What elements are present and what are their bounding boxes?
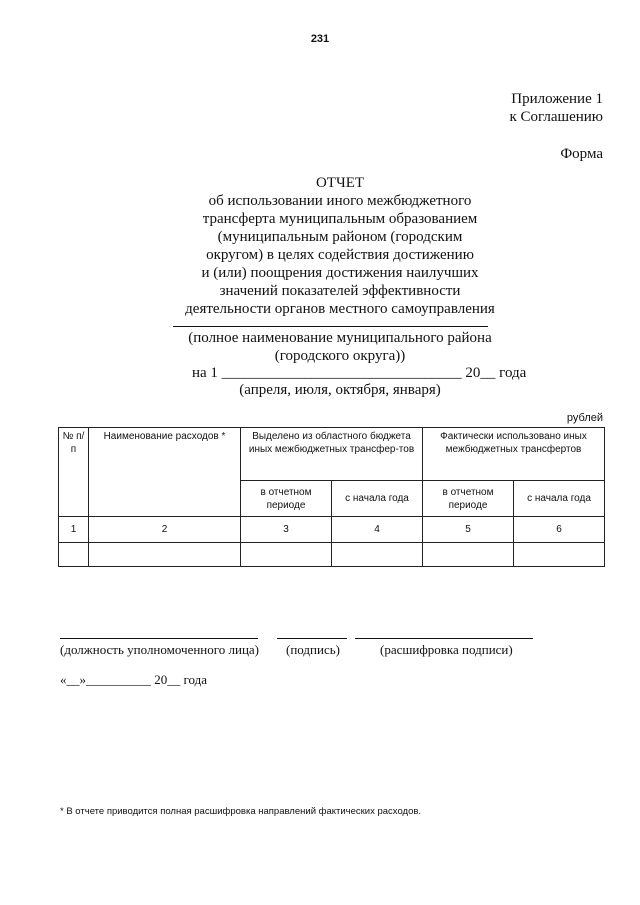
- subheader-used-period: в отчетном периоде: [423, 480, 514, 516]
- column-number: 1: [59, 517, 89, 543]
- column-number: 4: [332, 517, 423, 543]
- signature-field[interactable]: [277, 638, 347, 639]
- table-cell[interactable]: [514, 543, 605, 567]
- municipality-name-field[interactable]: [173, 326, 488, 327]
- column-numbering-row: [59, 517, 605, 543]
- header-used: Фактически использовано иных межбюджетных трансфертов: [423, 428, 605, 481]
- signature-date-field[interactable]: «__»__________ 20__ года: [60, 672, 208, 687]
- header-expense-name: Наименование расходов *: [89, 428, 241, 517]
- municipality-name-caption: [60, 329, 620, 365]
- appendix-line-1: Приложение 1: [511, 91, 603, 107]
- report-date-field[interactable]: на 1 ________________________________ 20__ года: [192, 365, 527, 381]
- page-number: 231: [310, 33, 330, 45]
- footnote: * В отчете приводится полная расшифровка направлений фактических расходов.: [60, 806, 422, 817]
- column-number: 2: [89, 517, 241, 543]
- title-line: округом) в целях содействия достижению: [206, 247, 474, 263]
- report-title: [60, 174, 620, 318]
- subheader-used-year: с начала года: [514, 480, 605, 516]
- subheader-allocated-year: с начала года: [332, 480, 423, 516]
- title-line: (муниципальным районом (городским: [217, 229, 463, 245]
- caption-line: (полное наименование муниципального района: [188, 330, 492, 346]
- title-line: об использовании иного межбюджетного: [208, 193, 472, 209]
- form-label: Форма: [560, 146, 603, 162]
- subheader-allocated-period: в отчетном периоде: [241, 480, 332, 516]
- signature-decoding-label: (расшифровка подписи): [380, 642, 513, 657]
- position-field[interactable]: [60, 638, 258, 639]
- table-cell[interactable]: [241, 543, 332, 567]
- appendix-line-2: к Соглашению: [509, 109, 603, 125]
- title-line: значений показателей эффективности: [219, 283, 461, 299]
- position-label: (должность уполномоченного лица): [60, 642, 260, 657]
- report-table: [58, 427, 605, 567]
- title-line: и (или) поощрения достижения наилучших: [201, 265, 479, 281]
- table-cell[interactable]: [89, 543, 241, 567]
- appendix-reference: [509, 90, 603, 126]
- header-allocated: Выделено из областного бюджета иных межбюджетных трансфер-тов: [241, 428, 423, 481]
- table-cell[interactable]: [423, 543, 514, 567]
- caption-line: (городского округа)): [274, 348, 406, 364]
- report-date-hint: (апреля, июля, октября, января): [239, 382, 441, 398]
- table-cell[interactable]: [332, 543, 423, 567]
- title-line: деятельности органов местного самоуправления: [185, 301, 495, 317]
- report-heading: ОТЧЕТ: [315, 175, 365, 191]
- table-row: [59, 543, 605, 567]
- table-cell[interactable]: [59, 543, 89, 567]
- header-number: № п/п: [59, 428, 89, 517]
- column-number: 5: [423, 517, 514, 543]
- column-number: 3: [241, 517, 332, 543]
- column-number: 6: [514, 517, 605, 543]
- signature-label: (подпись): [286, 642, 340, 657]
- currency-label: рублей: [566, 412, 603, 424]
- signature-decoding-field[interactable]: [355, 638, 533, 639]
- title-line: трансферта муниципальным образованием: [202, 211, 478, 227]
